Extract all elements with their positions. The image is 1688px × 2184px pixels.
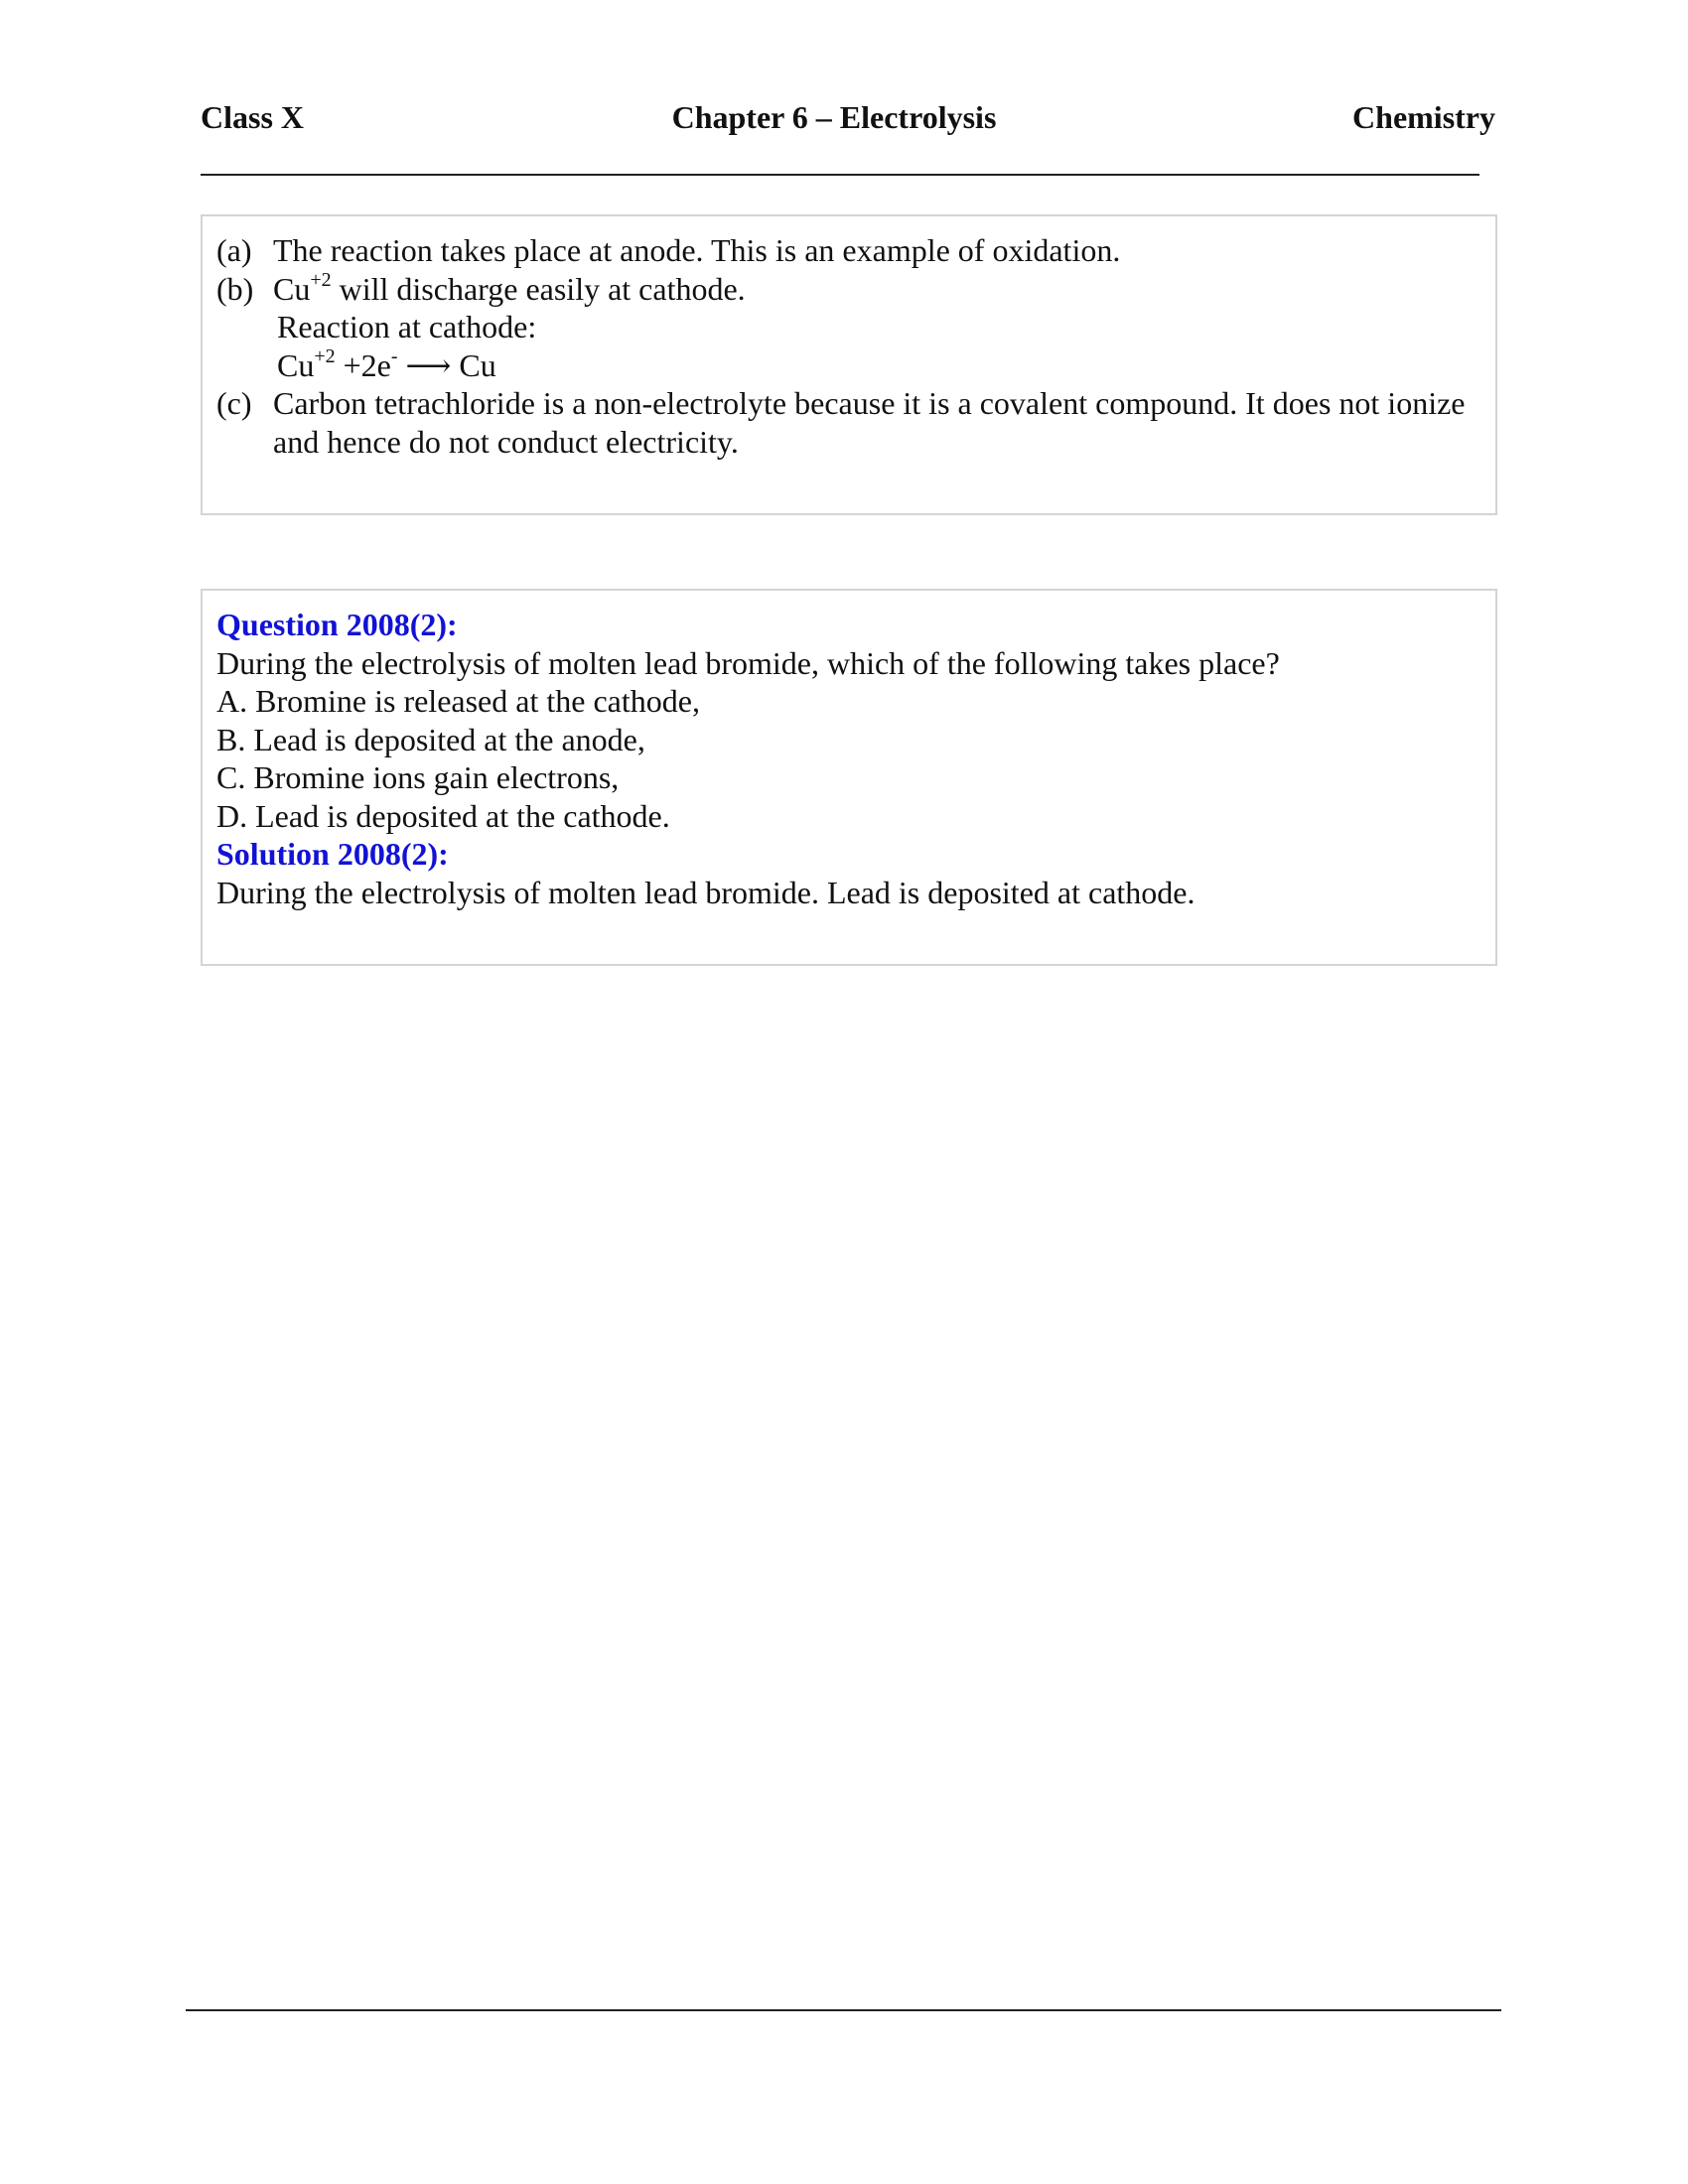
- equation-ion: Cu: [277, 346, 315, 383]
- arrow-icon: ⟶: [397, 346, 460, 383]
- answer-box: [201, 214, 1497, 515]
- item-text-rest: will discharge easily at cathode.: [331, 270, 746, 307]
- question-heading: Question 2008(2):: [216, 607, 458, 642]
- answer-item-c: [216, 384, 1481, 461]
- ion-symbol: Cu: [273, 270, 311, 307]
- header-class: Class X: [201, 99, 305, 135]
- item-label: (a): [216, 232, 252, 268]
- ion-charge: +2: [310, 268, 332, 291]
- electron-charge: -: [390, 344, 398, 367]
- equation-product: Cu: [459, 346, 496, 383]
- solution-heading: Solution 2008(2):: [216, 836, 449, 872]
- option-b: B. Lead is deposited at the anode,: [216, 721, 645, 757]
- equation-ion-charge: +2: [314, 344, 336, 367]
- item-text: [273, 270, 1481, 309]
- header-divider: [201, 174, 1479, 176]
- option-a: A. Bromine is released at the cathode,: [216, 683, 700, 719]
- cathode-equation: [216, 346, 1481, 385]
- item-label: (c): [216, 385, 252, 421]
- answer-item-b: [216, 270, 1481, 309]
- header-chapter-title: Chapter 6 – Electrolysis: [671, 99, 997, 135]
- answer-item-a: [216, 231, 1481, 270]
- question-text: During the electrolysis of molten lead bromide, which of the following takes place?: [216, 644, 1280, 681]
- footer-divider: [186, 2009, 1501, 2011]
- solution-text: During the electrolysis of molten lead bromide. Lead is deposited at cathode.: [216, 874, 1196, 910]
- option-c: C. Bromine ions gain electrons,: [216, 759, 620, 795]
- option-d: D. Lead is deposited at the cathode.: [216, 797, 670, 834]
- equation-electrons: +2e: [335, 346, 391, 383]
- item-text: The reaction takes place at anode. This is an example of oxidation.: [273, 232, 1121, 268]
- question-box: [201, 589, 1497, 966]
- item-label: (b): [216, 270, 254, 307]
- reaction-label: Reaction at cathode:: [277, 309, 537, 344]
- item-text: Carbon tetrachloride is a non-electrolyte because it is a covalent compound. It does not ionize and hence do not conduct electricity.: [273, 385, 1466, 460]
- header-subject: Chemistry: [1352, 99, 1495, 135]
